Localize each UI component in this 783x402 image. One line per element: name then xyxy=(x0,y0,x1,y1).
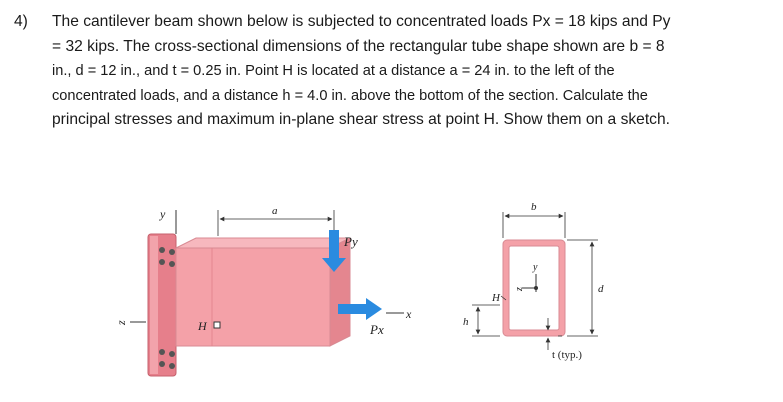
section-label-t: t (typ.) xyxy=(552,349,582,361)
dimension-a xyxy=(218,205,334,236)
section-label-h-point: H xyxy=(492,292,500,304)
problem-number: 4) xyxy=(14,13,28,30)
section-label-h: h xyxy=(463,316,469,328)
problem-line-1: The cantilever beam shown below is subjected to concentrated loads Px = 18 kips and Py xyxy=(52,13,671,30)
problem-line-2: = 32 kips. The cross-sectional dimensions of the rectangular tube shape shown are b = 8 xyxy=(52,37,665,55)
beam-label-z: z xyxy=(114,320,128,325)
section-label-d: d xyxy=(598,283,604,295)
beam-label-py: Py xyxy=(344,234,358,249)
beam-label-y: y xyxy=(160,207,166,221)
section-label-y: y xyxy=(533,262,538,273)
problem-line-3: in., d = 12 in., and t = 0.25 in. Point H is located at a distance a = 24 in. to the left of the xyxy=(52,63,615,80)
beam-label-a: a xyxy=(272,205,278,217)
beam-label-x: x xyxy=(406,307,412,321)
section-label-b: b xyxy=(531,201,537,213)
problem-line-5: principal stresses and maximum in-plane shear stress at point H. Show them on a sketch. xyxy=(52,111,670,129)
point-h-marker xyxy=(214,322,220,328)
problem-line-4: concentrated loads, and a distance h = 4.0 in. above the bottom of the section. Calculate the xyxy=(52,87,648,104)
cross-section xyxy=(463,201,604,361)
wall-plate xyxy=(148,234,176,376)
beam-label-px: Px xyxy=(370,322,384,337)
section-label-z: z xyxy=(514,287,525,291)
beam-label-h-point: H xyxy=(198,319,207,333)
